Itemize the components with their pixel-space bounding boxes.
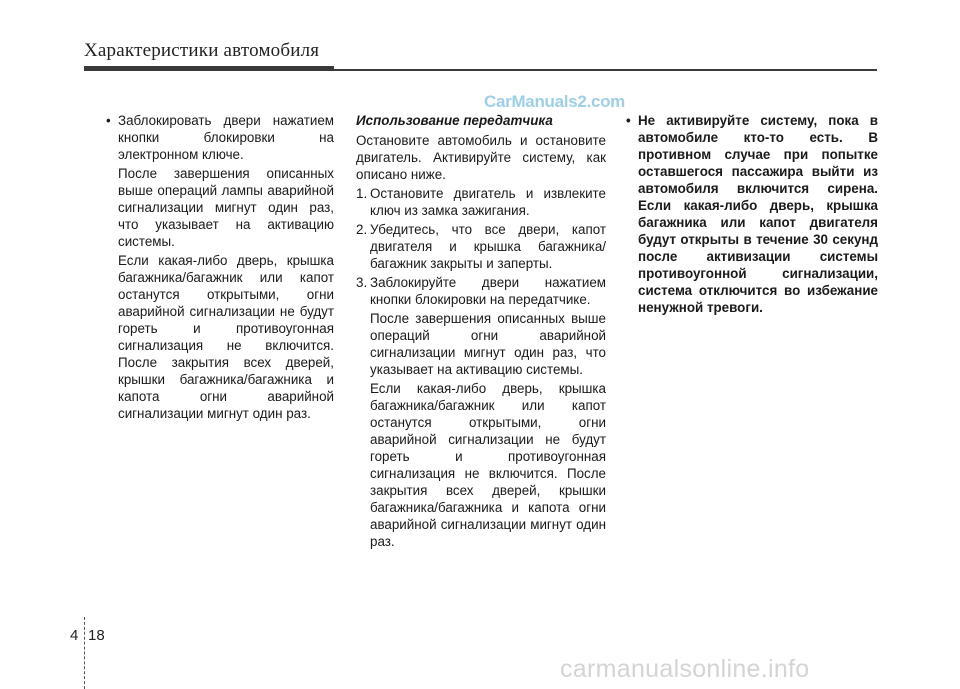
numbered-item (356, 185, 606, 219)
paragraph: После завершения описанных выше операций лампы аварийной сигнализации мигнут один раз, что указывает на активацию системы. (118, 166, 334, 249)
item-number: 1. (356, 186, 368, 201)
bullet-mark: • (626, 113, 631, 128)
item-number: 2. (356, 222, 368, 237)
column-2 (356, 112, 606, 552)
column-3 (626, 112, 878, 318)
header-rule-thick (84, 66, 334, 71)
paragraph: Если какая-либо дверь, крышка багажника/багажник или капот останутся открытыми, огни аварийной сигнализации не будут гореть и противоугонная сигнализация не включится. После закрытия всех дверей, крышки багажника/багажника и капота огни аварийной сигнализации мигнут один раз. (118, 253, 334, 421)
numbered-item (356, 221, 606, 272)
item-number: 3. (356, 275, 368, 290)
numbered-item (356, 274, 606, 308)
section-heading: Использование передатчика (356, 113, 553, 128)
column-1 (102, 112, 334, 424)
bullet-text: Заблокировать двери нажатием кнопки блокировки на электронном ключе. (118, 113, 334, 162)
header-rule-thin (334, 69, 877, 71)
item-text: Убедитесь, что все двери, капот двигателя и крышка багажника/багажник закрыты и заперты. (370, 222, 606, 271)
footer-divider (84, 617, 85, 689)
page-title: Характеристики автомобиля (84, 40, 320, 61)
item-text: Остановите двигатель и извлеките ключ из замка зажигания. (370, 186, 606, 218)
warning-text: Не активируйте систему, пока в автомобиле кто-то есть. В противном случае при попытке оставшегося пассажира выйти из автомобиля включится сирена. Если какая-либо дверь, крышка багажника или капот двигателя будут открыты в течение 30 секунд после активизации системы противоугонной сигнализации, система отключится во избежание ненужной тревоги. (638, 113, 878, 315)
paragraph: Остановите автомобиль и остановите двигатель. Активируйте систему, как описано ниже. (356, 133, 606, 182)
bullet-item (102, 112, 334, 163)
paragraph: Если какая-либо дверь, крышка багажника/багажник или капот останутся открытыми, огни аварийной сигнализации не будут гореть и противоугонная сигнализация не включится. После закрытия всех дверей, крышки багажника/багажника и капота огни аварийной сигнализации мигнут один раз. (370, 381, 606, 549)
paragraph: После завершения описанных выше операций огни аварийной сигнализации мигнут один раз, что указывает на активацию системы. (370, 311, 606, 377)
item-text: Заблокируйте двери нажатием кнопки блокировки на передатчике. (370, 275, 606, 307)
chapter-number: 4 (70, 627, 79, 644)
bullet-mark: • (106, 113, 111, 128)
watermark-footer: carmanualsonline.info (560, 655, 810, 683)
warning-bullet (626, 112, 878, 316)
page-number: 18 (88, 627, 105, 644)
watermark-top: CarManuals2.com (484, 92, 625, 111)
